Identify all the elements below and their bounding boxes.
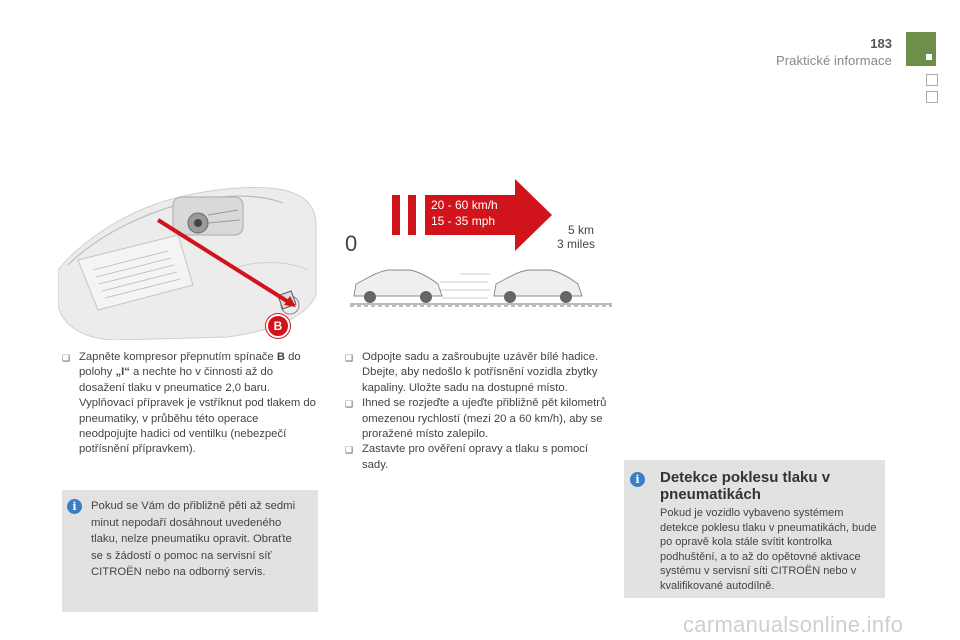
watermark: carmanualsonline.info <box>683 612 904 637</box>
instruction-text: a nechte ho v činnosti až do dosažení tlaku v pneumatice 2,0 baru. Vyplňovací přípravek je vstříknut pod tlakem do pneumatiky, v průběhu této operace neodpojujte hadici od ventilku (nebezpečí potřísnění přípravkem). <box>79 366 316 456</box>
list-item-text: Ihned se rozjeďte a ujeďte přibližně pět kilometrů omezenou rychlostí (mezi 20 a 60 km/h), aby se proražené místo zalepilo. <box>362 397 607 441</box>
switch-b-label: B <box>276 351 285 363</box>
compressor-illustration <box>58 175 320 340</box>
info-box-tpms <box>624 460 885 598</box>
info-icon: i <box>67 499 82 514</box>
list-item-text: Odpojte sadu a zašroubujte uzávěr bílé hadice. Dbejte, aby nedošlo k potřísnění vozidla zbytky kapaliny. Uložte sadu na dostupné místo. <box>362 351 599 394</box>
list-item <box>345 442 607 473</box>
info-box-pressure <box>62 490 318 612</box>
instruction-text: Zapněte kompresor přepnutím spínače <box>79 351 277 363</box>
section-tab <box>906 32 936 66</box>
list-item <box>345 396 607 442</box>
section-title: Praktické informace <box>775 53 892 68</box>
info-box-text: Pokud se Vám do přibližně pěti až sedmi minut nepodaří dosáhnout uvedeného tlaku, nelze pneumatiku opravit. Obraťte se s žádostí o pomoc na servisní síť CITROËN nebo na odborný servis. <box>91 500 296 579</box>
list-item <box>345 350 607 396</box>
page-number: 183 <box>870 36 892 51</box>
speed-mph-label: 15 - 35 mph <box>431 214 496 228</box>
list-item-text: Zastavte pro ověření opravy a tlaku s pomocí sady. <box>362 443 589 471</box>
info-icon: i <box>630 472 645 487</box>
start-zero-label: 0 <box>345 231 358 256</box>
bullet-icon: ❑ <box>345 353 354 363</box>
tpms-text: Pokud je vozidlo vybaveno systémem detekce poklesu tlaku v pneumatikách, bude po opravě kola stále svítit kontrolka podhuštění, a to až do opětovné aktivace systému v servisní síti CITROËN nebo v kvalifikované autodílně. <box>660 507 877 592</box>
bullet-icon: ❑ <box>62 353 71 363</box>
bullet-icon: ❑ <box>345 399 354 410</box>
tpms-title: Detekce poklesu tlaku v pneumatikách <box>660 469 831 503</box>
section-box-icon <box>926 91 938 103</box>
compressor-instruction <box>62 350 318 458</box>
repair-instructions <box>345 350 607 473</box>
section-box-icon <box>926 74 938 86</box>
speed-kmh-label: 20 - 60 km/h <box>431 198 498 212</box>
section-marker-icon <box>926 54 932 60</box>
distance-km-label: 5 km <box>568 223 595 237</box>
speed-distance-diagram <box>345 175 620 315</box>
callout-b-badge: B <box>266 314 290 338</box>
bullet-icon: ❑ <box>345 445 354 456</box>
instruction-text: do polohy <box>79 351 301 379</box>
position-i-label: „I“ <box>115 366 130 379</box>
distance-miles-label: 3 miles <box>557 237 596 251</box>
